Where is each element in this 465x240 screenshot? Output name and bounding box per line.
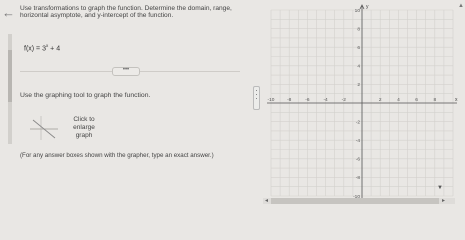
x-tick-label: 8 xyxy=(433,98,437,103)
graph-tool-instruction: Use the graphing tool to graph the function. xyxy=(20,92,151,99)
function-suffix: + 4 xyxy=(48,45,61,53)
left-scrollbar-thumb[interactable] xyxy=(8,50,12,102)
scroll-down-icon[interactable]: ▼ xyxy=(437,185,443,191)
x-tick-label: 4 xyxy=(397,98,400,103)
scroll-right-icon[interactable]: ▸ xyxy=(442,198,446,204)
more-button[interactable]: ••• xyxy=(112,67,140,76)
y-tick-label: 8 xyxy=(357,27,360,33)
function-exponent: x xyxy=(45,43,49,48)
function-expression xyxy=(24,43,60,52)
y-tick-label: 2 xyxy=(357,83,360,89)
x-tick-label: -8 xyxy=(287,98,292,103)
y-tick-label: 6 xyxy=(357,46,360,51)
y-tick-label: -6 xyxy=(355,157,360,163)
x-tick-label: -6 xyxy=(305,98,310,103)
x-axis-label: x xyxy=(455,97,458,103)
y-tick-label: -8 xyxy=(355,176,360,182)
answer-format-note: (For any answer boxes shown with the grapher, type an exact answer.) xyxy=(20,152,214,159)
enlarge-label-line-2: enlarge xyxy=(73,124,95,131)
y-tick-label: -2 xyxy=(355,120,360,126)
x-tick-label: -4 xyxy=(323,98,328,103)
question-panel xyxy=(20,0,245,214)
horizontal-scrollbar-thumb[interactable] xyxy=(271,198,439,204)
y-axis-label: y xyxy=(366,4,369,10)
scroll-left-icon[interactable]: ◂ xyxy=(265,198,269,204)
left-scrollbar[interactable] xyxy=(8,34,12,144)
question-instructions: Use transformations to graph the function. Determine the domain, range, horizontal asymptote, and y-intercept of the function. xyxy=(20,5,232,20)
y-tick-label: 4 xyxy=(357,64,360,70)
function-prefix: f(x) = 3 xyxy=(24,45,46,53)
panel-resize-handle[interactable] xyxy=(253,86,260,110)
x-tick-label: -2 xyxy=(341,98,346,103)
y-tick-label: 10 xyxy=(354,8,360,14)
enlarge-label-line-1: Click to xyxy=(73,116,95,123)
y-tick-label: -4 xyxy=(355,139,360,144)
x-tick-label: 2 xyxy=(378,98,382,103)
coordinate-grid[interactable] xyxy=(263,0,461,214)
enlarge-graph-link[interactable] xyxy=(64,116,104,140)
enlarge-graph-thumbnail-icon[interactable] xyxy=(30,116,58,140)
coordinate-plane[interactable] xyxy=(263,0,461,214)
horizontal-scrollbar[interactable] xyxy=(263,198,455,204)
back-arrow-icon[interactable]: ← xyxy=(2,5,15,20)
x-tick-label: -10 xyxy=(267,98,275,103)
x-tick-label: 6 xyxy=(415,98,418,103)
scroll-up-icon[interactable]: ▲ xyxy=(458,3,464,9)
enlarge-label-line-3: graph xyxy=(75,132,93,139)
